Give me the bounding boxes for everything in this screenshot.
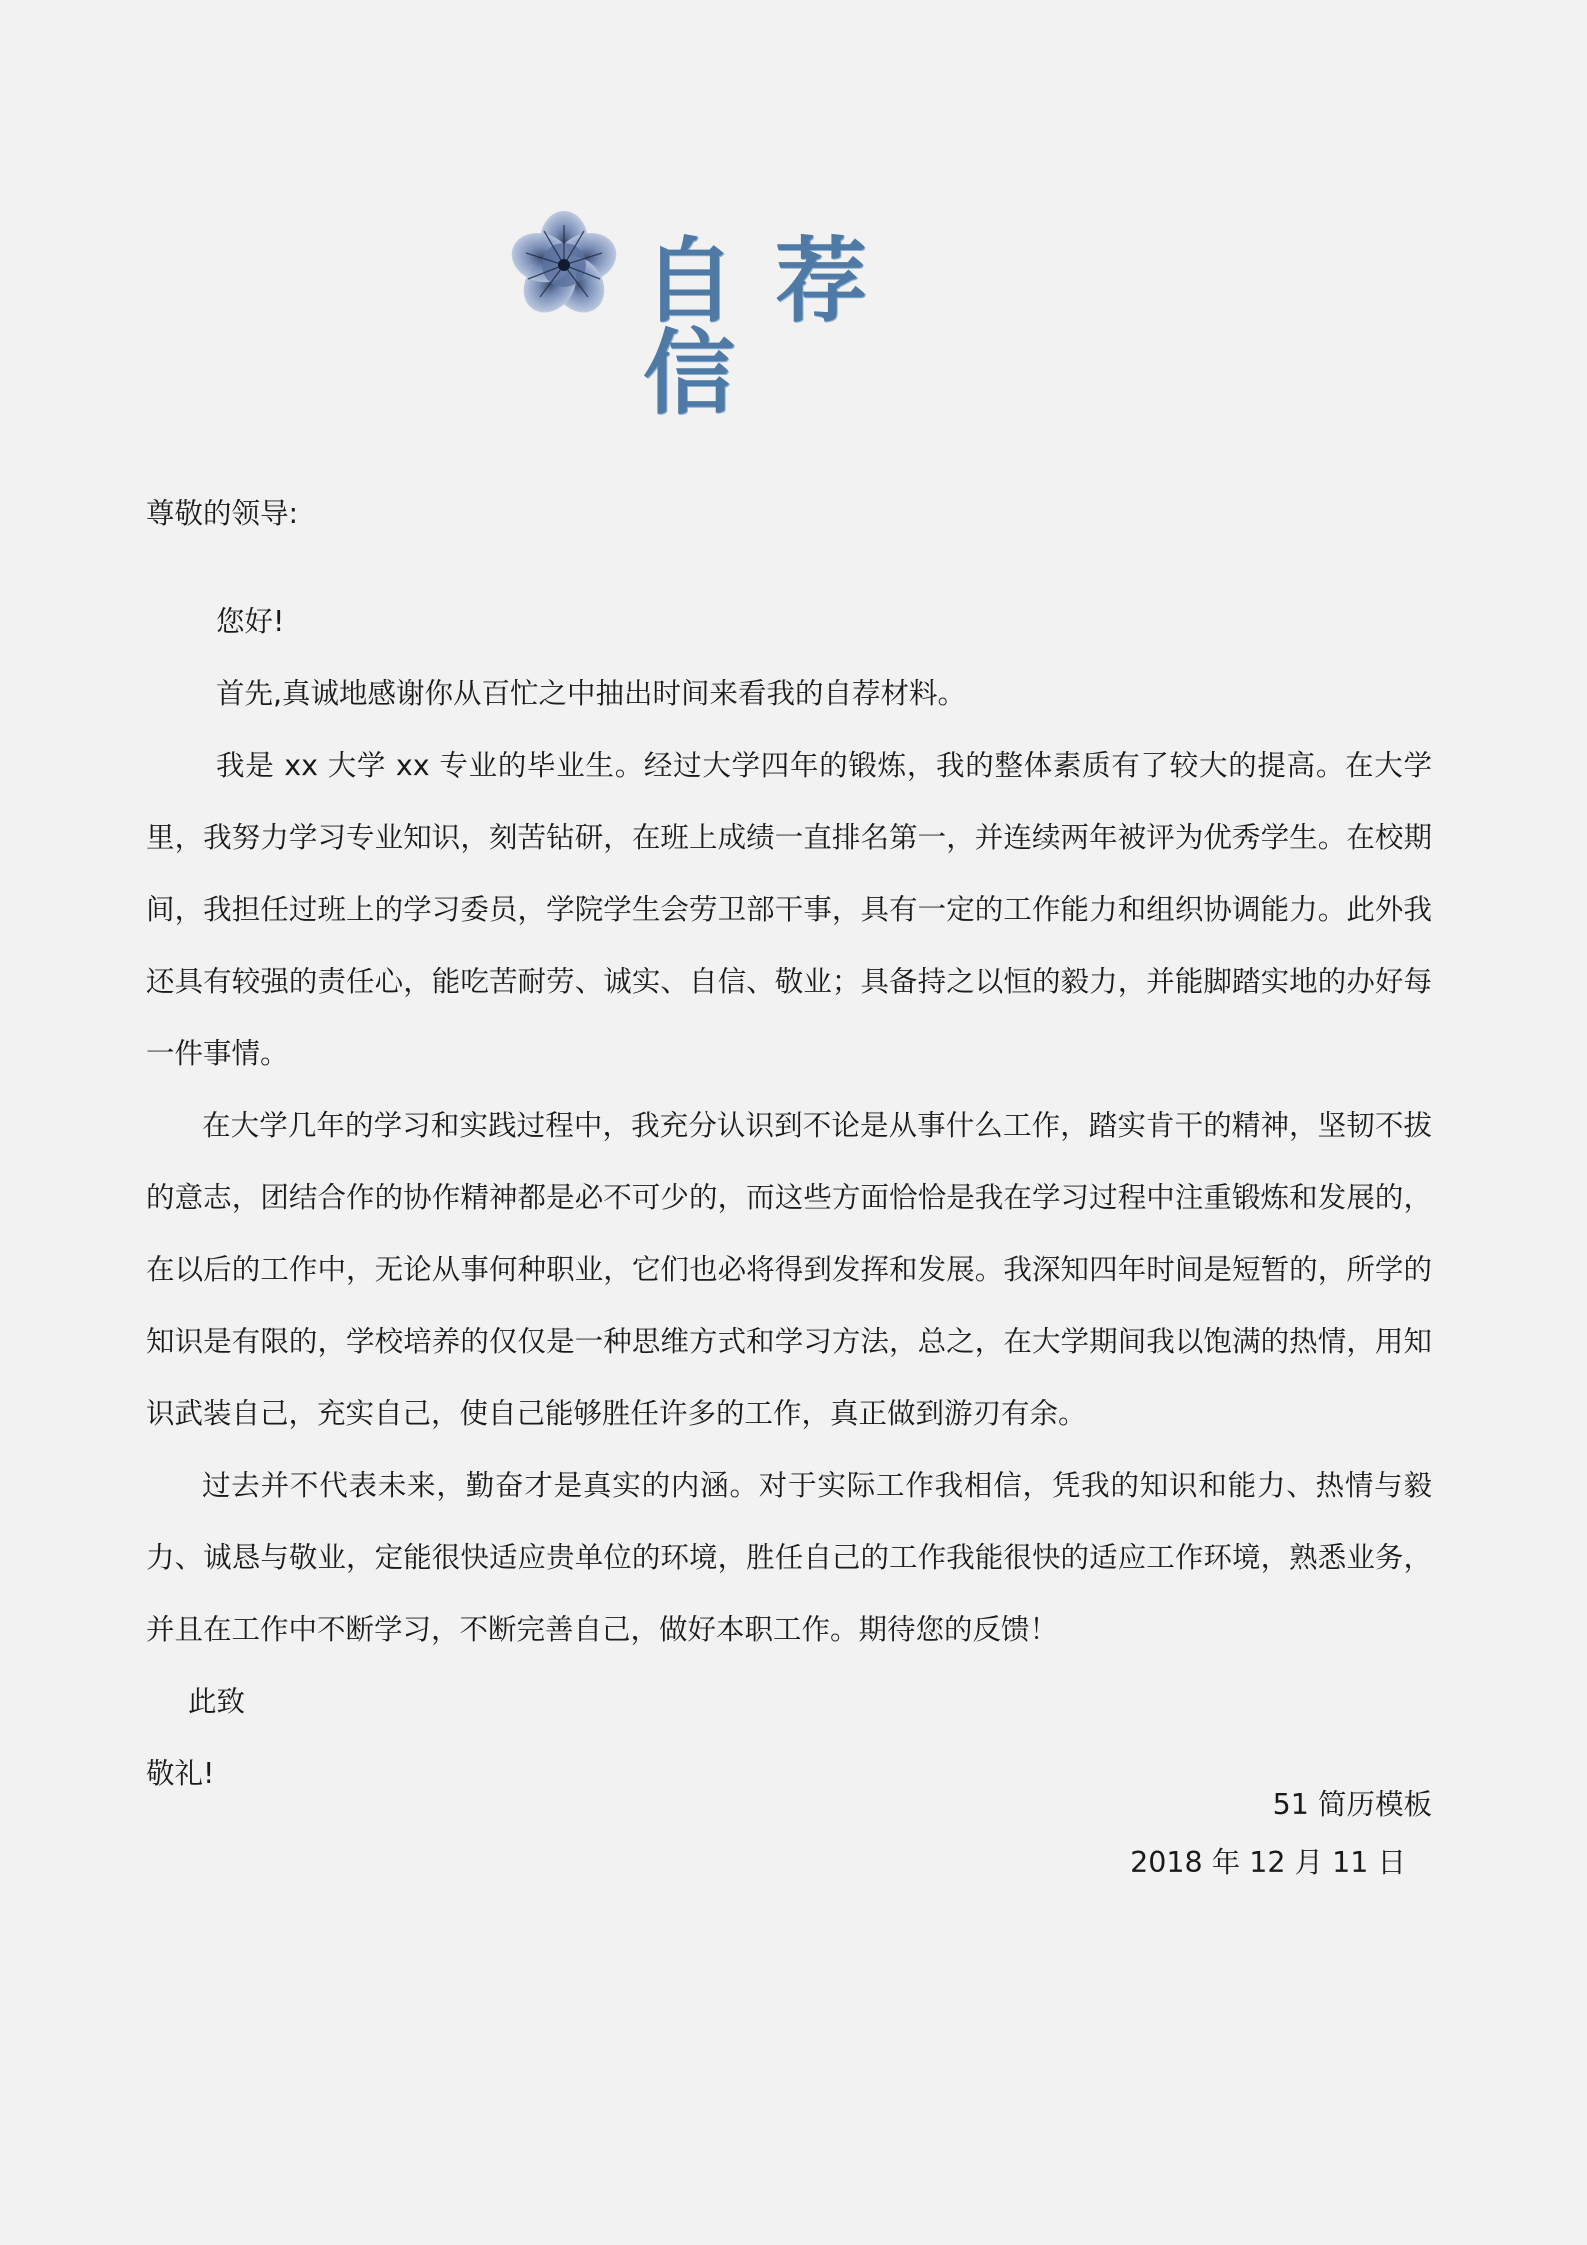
date: 2018 年 12 月 11 日 (1130, 1846, 1406, 1879)
page-title: 自荐信 (643, 227, 908, 427)
closing-line-1: 此致 (188, 1685, 246, 1718)
date-line (146, 1843, 1432, 1883)
greeting: 您好! (216, 605, 285, 638)
paragraph-4: 过去并不代表未来，勤奋才是真实的内涵。对于实际工作我相信，凭我的知识和能力、热情与毅力、诚恳与敬业，定能很快适应贵单位的环境，胜任自己的工作我能很快的适应工作环境，熟悉业务，并且在工作中不断学习，不断完善自己，做好本职工作。期待您的反馈！ (146, 1469, 1432, 1646)
paragraph-3: 在大学几年的学习和实践过程中，我充分认识到不论是从事什么工作，踏实肯干的精神，坚韧不拔的意志，团结合作的协作精神都是必不可少的，而这些方面恰恰是我在学习过程中注重锻炼和发展的，在以后的工作中，无论从事何种职业，它们也必将得到发挥和发展。我深知四年时间是短暂的，所学的知识是有限的，学校培养的仅仅是一种思维方式和学习方法，总之，在大学期间我以饱满的热情，用知识武装自己，充实自己，使自己能够胜任许多的工作，真正做到游刃有余。 (146, 1109, 1432, 1430)
paragraph-1: 首先,真诚地感谢你从百忙之中抽出时间来看我的自荐材料。 (216, 677, 967, 710)
paragraph-2: 我是 xx 大学 xx 专业的毕业生。经过大学四年的锻炼，我的整体素质有了较大的提高。在大学里，我努力学习专业知识，刻苦钻研，在班上成绩一直排名第一，并连续两年被评为优秀学生。在校期间，我担任过班上的学习委员，学院学生会劳卫部干事，具有一定的工作能力和组织协调能力。此外我还具有较强的责任心，能吃苦耐劳、诚实、自信、敬业；具备持之以恒的毅力，并能脚踏实地的办好每一件事情。 (146, 749, 1432, 1070)
salutation: 尊敬的领导: (146, 497, 299, 530)
flower-icon (508, 209, 620, 321)
closing-line-2: 敬礼! (146, 1757, 215, 1790)
header (508, 205, 1028, 427)
signature: 51 简历模板 (1272, 1788, 1432, 1821)
letter-body (146, 478, 1432, 1810)
